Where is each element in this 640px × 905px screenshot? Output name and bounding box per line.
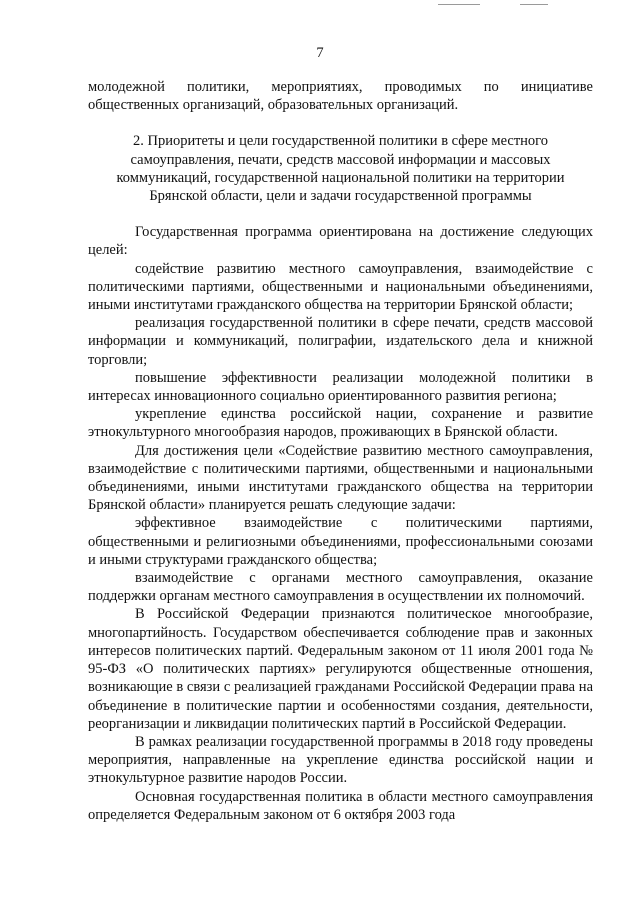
heading-line: коммуникаций, государственной национальной политики на территории xyxy=(116,169,565,186)
paragraph-task-interaction: эффективное взаимодействие с политическими партиями, общественными и религиозными объединениями, профессиональными союзами и иными структурами гражданского общества; xyxy=(88,515,593,568)
paragraph-goal-local-government: содействие развитию местного самоуправления, взаимодействие с политическими партиями, общественными и национальными объединениями, иными институтами гражданского общества на территории Брянской области; xyxy=(88,260,593,314)
paragraph-goal-press: реализация государственной политики в сфере печати, средств массовой информации и коммуникаций, полиграфии, издательского дела и книжной торговли; xyxy=(88,315,593,368)
paragraph-task-support: взаимодействие с органами местного самоуправления, оказание поддержки органам местного самоуправления в осуществлении их полномочий. xyxy=(88,570,593,605)
heading-line: 2. Приоритеты и цели государственной политики в сфере местного xyxy=(132,133,549,150)
heading-line: самоуправления, печати, средств массовой информации и массовых xyxy=(130,151,551,168)
scan-mark xyxy=(438,4,480,5)
paragraph-local-policy: Основная государственная политика в области местного самоуправления определяется Федеральным законом от 6 октября 2003 года xyxy=(88,788,593,823)
paragraph-goal-youth: повышение эффективности реализации молодежной политики в интересах инновационного социально ориентированного развития региона; xyxy=(88,369,593,405)
paragraph-program-2018: В рамках реализации государственной программы в 2018 году проведены мероприятия, направленные на укрепление единства российской нации и этнокультурное развитие народов России. xyxy=(88,733,593,787)
page-number: 7 xyxy=(316,45,324,61)
paragraph-goal-nation: укрепление единства российской нации, сохранение и развитие этнокультурного многообразия народов, проживающих в Брянской области. xyxy=(88,406,593,441)
scan-mark xyxy=(520,4,548,5)
heading-line: Брянской области, цели и задачи государственной программы xyxy=(149,188,532,205)
intro-paragraph: молодежной политики, мероприятиях, проводимых по инициативе общественных организаций, образовательных организаций. xyxy=(88,79,593,114)
document-body xyxy=(88,78,593,824)
paragraph-tasks-intro: Для достижения цели «Содействие развитию местного самоуправления, взаимодействие с политическими партиями, общественными и национальными объединениями, иными институтами гражданского общества на территории Брянской области» планируется решать следующие задачи: xyxy=(88,442,593,514)
paragraph-political-parties: В Российской Федерации признаются политическое многообразие, многопартийность. Государством обеспечивается соблюдение прав и законных интересов политических партий. Федеральным законом от 11 июля 2001 года № 95-ФЗ «О политических партиях» регулируются общественные отношения, возникающие в связи с реализацией гражданами Российской Федерации права на объединение в политические партии и особенностями создания, деятельности, реорганизации и ликвидации политических партий в Российской Федерации. xyxy=(88,606,593,732)
section-heading xyxy=(88,132,593,205)
paragraph-goals-intro: Государственная программа ориентирована на достижение следующих целей: xyxy=(88,224,593,259)
